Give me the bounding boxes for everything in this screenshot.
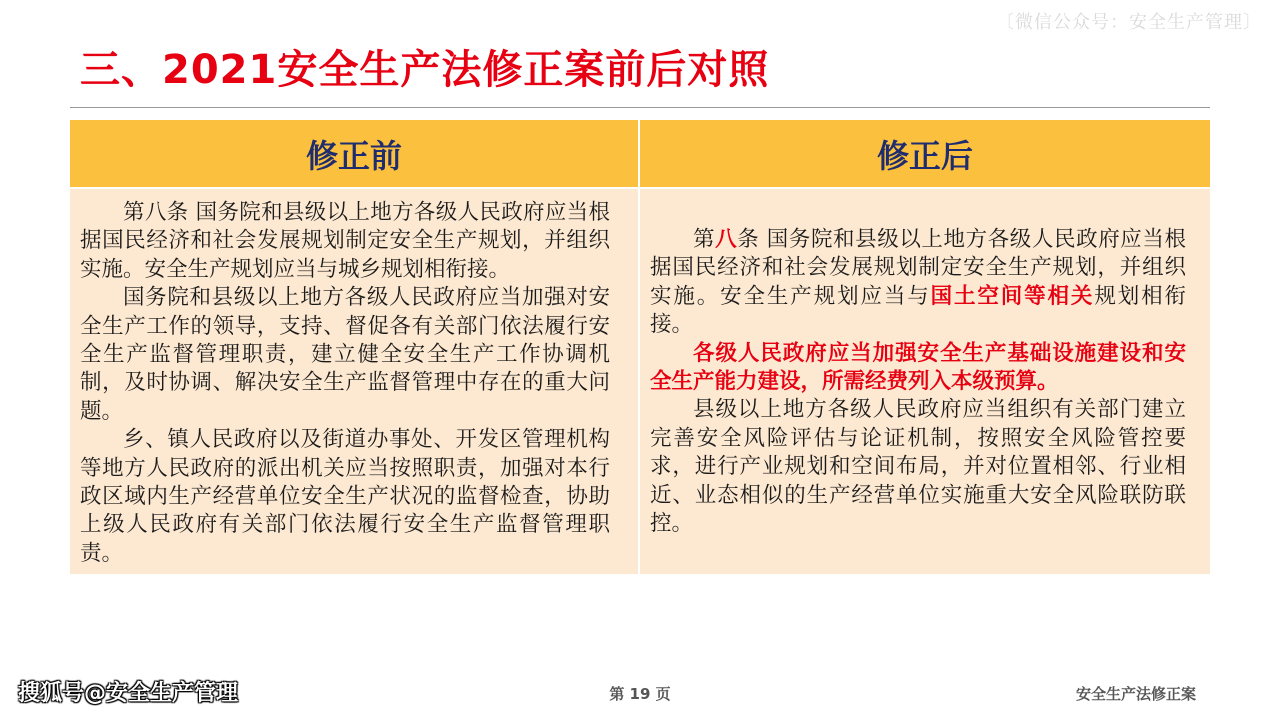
after-paragraph-3: 县级以上地方各级人民政府应当组织有关部门建立完善安全风险评估与论证机制，按照安全风险管控要求，进行产业规划和空间布局，并对位置相邻、行业相近、业态相似的生产经营单位实施重大安全风险联防联控。 xyxy=(650,397,1186,537)
before-paragraph-2: 国务院和县级以上地方各级人民政府应当加强对安全生产工作的领导，支持、督促各有关部门依法履行安全生产监督管理职责，建立健全安全生产工作协调机制，及时协调、解决安全生产监督管理中存在的重大问题。 xyxy=(80,285,610,424)
after-cell xyxy=(640,189,1210,574)
page-title: 三、2021安全生产法修正案前后对照 xyxy=(80,47,770,93)
after-paragraph-1 xyxy=(650,226,1186,340)
before-paragraph-1: 第八条 国务院和县级以上地方各级人民政府应当根据国民经济和社会发展规划制定安全生产规划，并组织实施。安全生产规划应当与城乡规划相衔接。 xyxy=(80,200,610,282)
page-number: 第 19 页 xyxy=(609,685,671,703)
after-p1-text-c: 条 国务院和县级以上地方各级人民政府应当根据国民经济和社会发展规划制定安全生产规划，并组织实施。安全生产规划应当与 xyxy=(650,227,1186,309)
header-before: 修正前 xyxy=(70,120,638,187)
comparison-table xyxy=(70,120,1210,574)
after-p1-text-a: 第 xyxy=(693,227,716,252)
footer-doc-title: 安全生产法修正案 xyxy=(1075,685,1196,703)
after-p1-text-e: 规划相衔接。 xyxy=(650,283,1186,338)
before-paragraph-3: 乡、镇人民政府以及街道办事处、开发区管理机构等地方人民政府的派出机关应当按照职责，加强对本行政区域内生产经营单位安全生产状况的监督检查，协助上级人民政府有关部门依法履行安全生产监督管理职责。 xyxy=(80,427,610,566)
title-divider xyxy=(70,107,1210,108)
watermark-text: 〔微信公众号：安全生产管理〕 xyxy=(996,12,1262,33)
after-p1-highlight: 国土空间等相关 xyxy=(930,283,1095,309)
after-paragraph-2-highlight: 各级人民政府应当加强安全生产基础设施建设和安全生产能力建设，所需经费列入本级预算。 xyxy=(650,340,1186,395)
header-after: 修正后 xyxy=(640,120,1210,187)
after-p1-article-number: 八 xyxy=(715,227,738,252)
source-watermark: 搜狐号@安全生产管理 xyxy=(18,681,239,706)
before-cell xyxy=(70,189,638,574)
